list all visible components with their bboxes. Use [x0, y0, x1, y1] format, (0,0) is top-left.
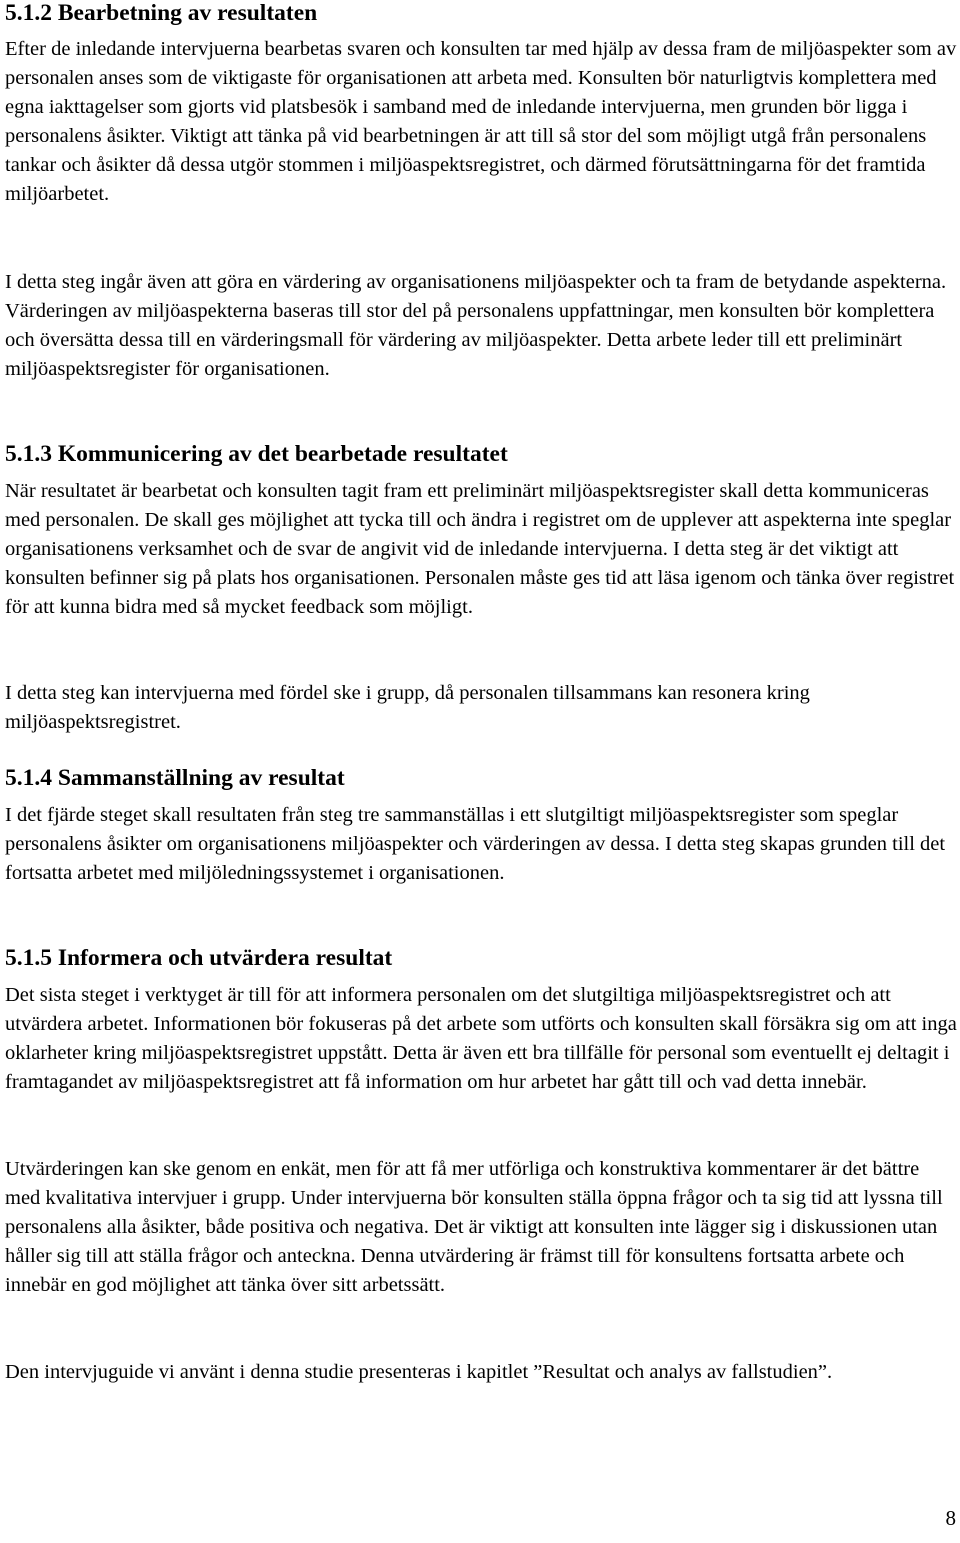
page-number: 8: [945, 1506, 956, 1530]
paragraph: När resultatet är bearbetat och konsulten tagit fram ett preliminärt miljöaspektsregister skall detta kommuniceras med personalen. De skall ges möjlighet att tycka till och ändra i registret om de upplever att aspekterna inte speglar organisationens verksamhet och de svar de angivit vid de inledande intervjuerna. I detta steg är det viktigt att konsulten befinner sig på plats hos organisationen. Personalen måste ges tid att läsa igenom och tänka över registret för att kunna bidra med så mycket feedback som möjligt.: [5, 480, 955, 618]
section-heading-5-1-5: 5.1.5 Informera och utvärdera resultat: [5, 945, 393, 971]
paragraph: Det sista steget i verktyget är till för att informera personalen om det slutgiltiga miljöaspektsregistret och att utvärdera arbetet. Informationen bör fokuseras på det arbete som utförts och konsulten skall försäkra sig om att inga oklarheter kring miljöaspektsregistret uppstått. Detta är även ett bra tillfälle för personal som eventuellt ej deltagit i framtagandet av miljöaspektsregistret att få information om hur arbetet har gått till och vad detta innebär.: [5, 984, 957, 1093]
paragraph: I detta steg ingår även att göra en värdering av organisationens miljöaspekter och ta fram de betydande aspekterna. Värderingen av miljöaspekterna baseras till stor del på personalens uppfattningar, men konsulten bör komplettera och översätta dessa till en värderingsmall för värdering av miljöaspekter. Detta arbete leder till ett preliminärt miljöaspektsregister för organisationen.: [5, 271, 947, 380]
paragraph: Den intervjuguide vi använt i denna studie presenteras i kapitlet ”Resultat och analys av fallstudien”.: [5, 1361, 833, 1383]
paragraph: Utvärderingen kan ske genom en enkät, men för att få mer utförliga och konstruktiva kommentarer är det bättre med kvalitativa intervjuer i grupp. Under intervjuerna bör konsulten ställa öppna frågor och ta sig tid att lyssna till personalens alla åsikter, både positiva och negativa. Det är viktigt att konsulten inte lägger sig i diskussionen utan håller sig till att ställa frågor och anteckna. Denna utvärdering är främst till för konsultens fortsatta arbete och innebär en god möjlighet att tänka över sitt arbetssätt.: [5, 1158, 943, 1296]
paragraph: I det fjärde steget skall resultaten från steg tre sammanställas i ett slutgiltigt miljöaspektsregister som speglar personalens åsikter om organisationens miljöaspekter och värderingen av dessa. I detta steg skapas grunden till det fortsatta arbetet med miljöledningssystemet i organisationen.: [5, 804, 946, 884]
section-heading-5-1-4: 5.1.4 Sammanställning av resultat: [5, 765, 345, 791]
section-heading-5-1-3: 5.1.3 Kommunicering av det bearbetade resultatet: [5, 441, 508, 467]
paragraph: I detta steg kan intervjuerna med fördel ske i grupp, då personalen tillsammans kan resonera kring miljöaspektsregistret.: [5, 682, 810, 733]
section-heading-5-1-2: 5.1.2 Bearbetning av resultaten: [5, 0, 318, 26]
paragraph: Efter de inledande intervjuerna bearbetas svaren och konsulten tar med hjälp av dessa fram de miljöaspekter som av personalen anses som de viktigaste för organisationen att arbeta med. Konsulten bör naturligtvis komplettera med egna iakttagelser som gjorts vid platsbesök i samband med de inledande intervjuerna, men grunden bör ligga i personalens åsikter. Viktigt att tänka på vid bearbetningen är att till så stor del som möjligt utgå från personalens tankar och åsikter då dessa utgör stommen i miljöaspektsregistret, och därmed förutsättningarna för det framtida miljöarbetet.: [5, 38, 957, 205]
